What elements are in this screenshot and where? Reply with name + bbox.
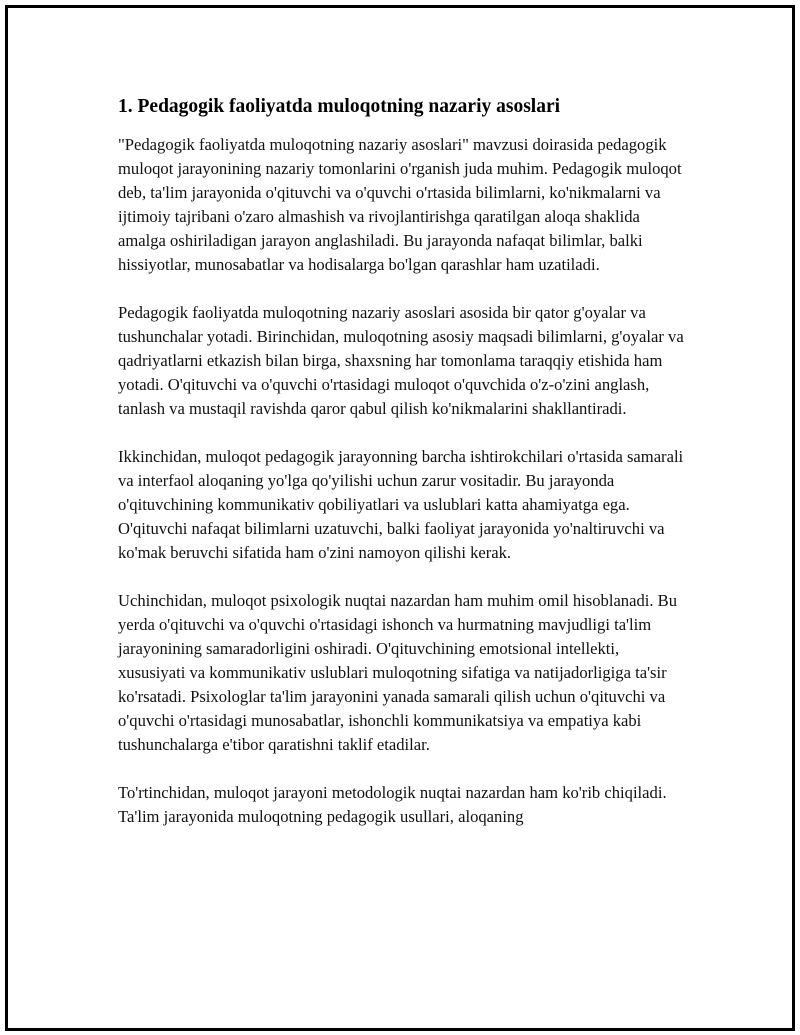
document-body: [118, 93, 688, 829]
paragraph-2: Pedagogik faoliyatda muloqotning nazariy asoslari asosida bir qator g'oyalar va tushunchalar yotadi. Birinchidan, muloqotning asosiy maqsadi bilimlarni, g'oyalar va qadriyatlarni etkazish bilan birga, shaxsning har tomonlama taraqqiy etishida ham yotadi. O'qituvchi va o'quvchi o'rtasidagi muloqot o'quvchida o'z-o'zini anglash, tanlash va mustaqil ravishda qaror qabul qilish ko'nikmalarini shakllantiradi.: [118, 303, 684, 418]
paragraph-1: "Pedagogik faoliyatda muloqotning nazariy asoslari" mavzusi doirasida pedagogik muloqot jarayonining nazariy tomonlarini o'rganish juda muhim. Pedagogik muloqot deb, ta'lim jarayonida o'qituvchi va o'quvchi o'rtasida bilimlarni, ko'nikmalarni va ijtimoiy tajribani o'zaro almashish va rivojlantirishga qaratilgan aloqa shaklida amalga oshiriladigan jarayon anglashiladi. Bu jarayonda nafaqat bilimlar, balki hissiyotlar, munosabatlar va hodisalarga bo'lgan qarashlar ham uzatiladi.: [118, 135, 682, 274]
paragraph-4: Uchinchidan, muloqot psixologik nuqtai nazardan ham muhim omil hisoblanadi. Bu yerda o'qituvchi va o'quvchi o'rtasidagi ishonch va hurmatning mavjudligi ta'lim jarayonining samaradorligini oshiradi. O'qituvchining emotsional intellekti, xususiyati va kommunikativ uslublari muloqotning sifatiga va natijadorligiga ta'sir ko'rsatadi. Psixologlar ta'lim jarayonini yanada samarali qilish uchun o'qituvchi va o'quvchi o'rtasidagi munosabatlar, ishonchli kommunikatsiya va empatiya kabi tushunchalarga e'tibor qaratishni taklif etadilar.: [118, 591, 678, 754]
section-heading: 1. Pedagogik faoliyatda muloqotning nazariy asoslari: [118, 96, 561, 117]
paragraph-3: Ikkinchidan, muloqot pedagogik jarayonning barcha ishtirokchilari o'rtasida samarali va interfaol aloqaning yo'lga qo'yilishi uchun zarur vositadir. Bu jarayonda o'qituvchining kommunikativ qobiliyatlari va uslublari katta ahamiyatga ega. O'qituvchi nafaqat bilimlarni uzatuvchi, balki faoliyat jarayonida yo'naltiruvchi va ko'mak beruvchi sifatida ham o'zini namoyon qilishi kerak.: [118, 447, 684, 562]
paragraph-5: To'rtinchidan, muloqot jarayoni metodologik nuqtai nazardan ham ko'rib chiqiladi. Ta'lim jarayonida muloqotning pedagogik usullari, aloqaning: [118, 783, 667, 826]
